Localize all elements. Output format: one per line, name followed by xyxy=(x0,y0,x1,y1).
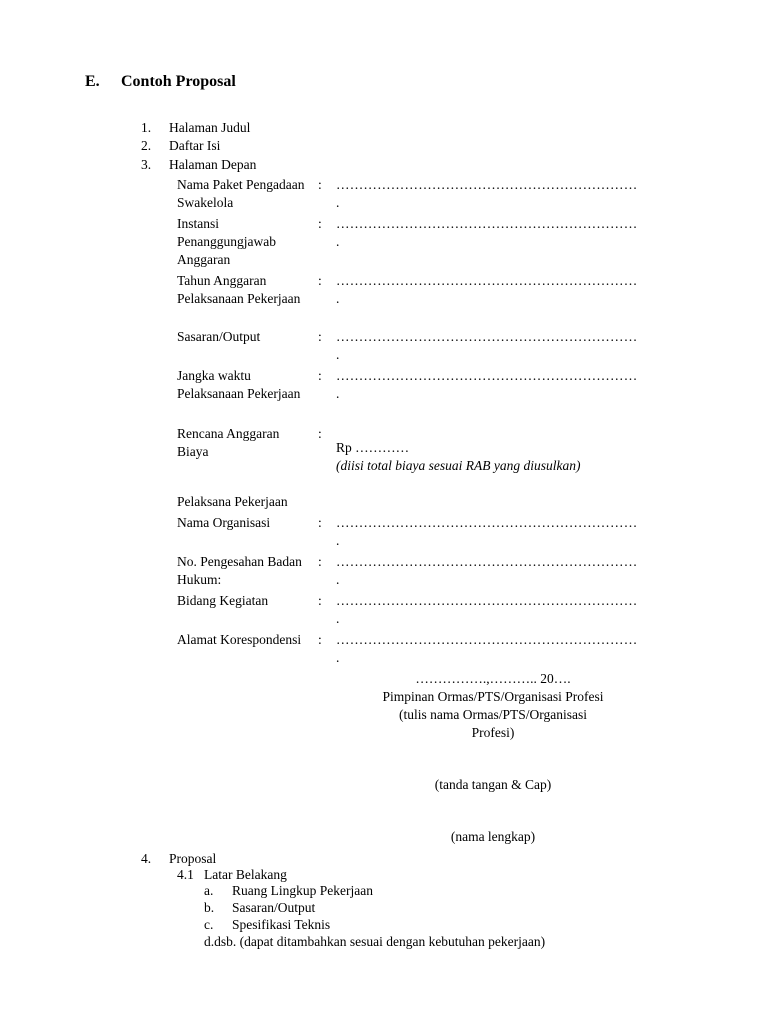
field-value-end: . xyxy=(336,533,340,548)
section-letter: E. xyxy=(85,73,100,90)
list-number: 1. xyxy=(141,120,152,135)
field-value: ………………………………………………………… xyxy=(336,216,638,231)
field-label: Instansi Penanggungjawab Anggaran xyxy=(177,216,276,267)
list-item: Daftar Isi xyxy=(169,138,221,153)
field-label: Alamat Korespondensi xyxy=(177,632,302,647)
field-value-end: . xyxy=(336,291,340,306)
sub-note: d.dsb. (dapat ditambahkan sesuai dengan kebutuhan pekerjaan) xyxy=(204,934,546,949)
field-colon: : xyxy=(318,273,322,288)
field-label: Rencana Anggaran Biaya xyxy=(177,426,280,459)
signature-date: …………….,……….. 20…. xyxy=(415,671,571,686)
signature-sign: (tanda tangan & Cap) xyxy=(434,777,552,792)
field-value: ………………………………………………………… xyxy=(336,177,638,192)
field-value-end: . xyxy=(336,347,340,362)
section-title: Contoh Proposal xyxy=(121,73,236,90)
field-value-end: . xyxy=(336,650,340,665)
field-colon: : xyxy=(318,632,322,647)
field-value: ………………………………………………………… xyxy=(336,593,638,608)
field-label: Bidang Kegiatan xyxy=(177,593,269,608)
field-value-end: . xyxy=(336,386,340,401)
field-label: No. Pengesahan Badan Hukum: xyxy=(177,554,302,587)
field-value-end: . xyxy=(336,234,340,249)
sub-sub-item: Spesifikasi Teknis xyxy=(232,917,331,932)
sub-sub-item: Ruang Lingkup Pekerjaan xyxy=(232,883,373,898)
field-value: ………………………………………………………… xyxy=(336,632,638,647)
list-item: Halaman Judul xyxy=(169,120,251,135)
field-value: ………………………………………………………… xyxy=(336,273,638,288)
field-label: Sasaran/Output xyxy=(177,329,261,344)
field-colon: : xyxy=(318,329,322,344)
signature-instruction: Profesi) xyxy=(471,725,515,740)
field-colon: : xyxy=(318,426,322,441)
field-colon: : xyxy=(318,216,322,231)
field-colon: : xyxy=(318,177,322,192)
list-item: Proposal xyxy=(169,851,217,866)
field-label: Nama Organisasi xyxy=(177,515,271,530)
field-value: ………………………………………………………… xyxy=(336,515,638,530)
field-value: ………………………………………………………… xyxy=(336,368,638,383)
budget-value: Rp ………… xyxy=(336,440,410,455)
field-label: Nama Paket Pengadaan Swakelola xyxy=(177,177,305,210)
signature-role: Pimpinan Ormas/PTS/Organisasi Profesi xyxy=(382,689,604,704)
list-number: 4. xyxy=(141,851,152,866)
field-colon: : xyxy=(318,593,322,608)
field-label: Tahun Anggaran Pelaksanaan Pekerjaan xyxy=(177,273,301,306)
field-value-end: . xyxy=(336,611,340,626)
field-value-end: . xyxy=(336,572,340,587)
field-value: ………………………………………………………… xyxy=(336,329,638,344)
list-item: Halaman Depan xyxy=(169,157,257,172)
list-number: 3. xyxy=(141,157,152,172)
signature-name: (nama lengkap) xyxy=(450,829,536,844)
sub-number: 4.1 xyxy=(177,867,194,882)
sub-letter: c. xyxy=(204,917,214,932)
field-value-end: . xyxy=(336,195,340,210)
field-colon: : xyxy=(318,515,322,530)
pelaksana-heading: Pelaksana Pekerjaan xyxy=(177,494,288,509)
field-label: Jangka waktu Pelaksanaan Pekerjaan xyxy=(177,368,301,401)
field-colon: : xyxy=(318,368,322,383)
budget-note: (diisi total biaya sesuai RAB yang diusulkan) xyxy=(336,458,581,473)
field-value: ………………………………………………………… xyxy=(336,554,638,569)
sub-sub-item: Sasaran/Output xyxy=(232,900,316,915)
field-colon: : xyxy=(318,554,322,569)
signature-instruction: (tulis nama Ormas/PTS/Organisasi xyxy=(399,707,587,722)
list-number: 2. xyxy=(141,138,152,153)
sub-letter: a. xyxy=(204,883,214,898)
sub-item: Latar Belakang xyxy=(204,867,287,882)
sub-letter: b. xyxy=(204,900,215,915)
